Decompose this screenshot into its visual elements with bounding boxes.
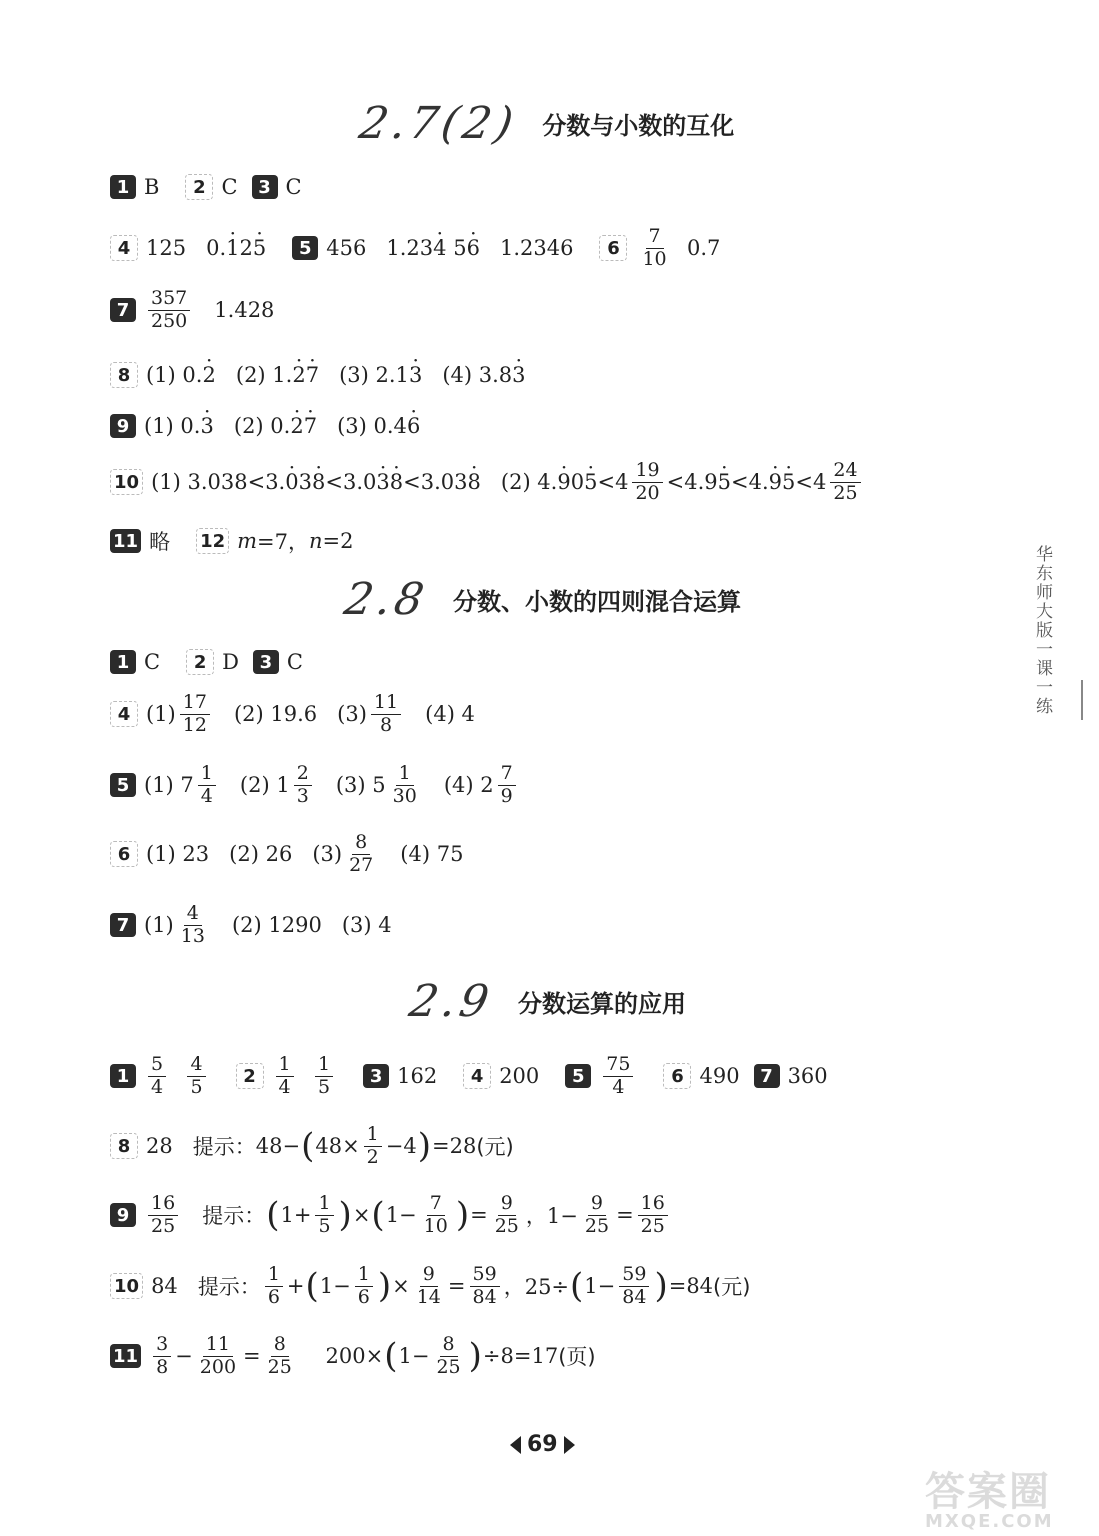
answer-row: 11 略 12 m =7， n =2	[110, 526, 354, 556]
answer-row: 8 28 提示： 48− ( 48× 1 2 −4 ) =28 (元)	[110, 1124, 514, 1169]
question-number: 7	[110, 913, 136, 937]
page-number-value: 69	[527, 1432, 558, 1457]
watermark-text: 答案圈	[925, 1469, 1051, 1515]
question-number: 4	[110, 701, 138, 727]
question-number: 11	[110, 529, 141, 553]
question-number: 5	[110, 773, 136, 797]
question-number: 7	[110, 298, 136, 322]
question-number: 4	[463, 1063, 491, 1089]
question-number: 8	[110, 1133, 138, 1159]
section-number: 2.7(2)	[355, 98, 521, 149]
answer-row: 4 125 0. · 1 2 · 5 5 456 1.23 · 4 5 · 6 1.2346 6 7 10 0.7	[110, 226, 720, 271]
answer-row: 7 (1) 4 13 (2) 1290 (3) 4	[110, 903, 392, 948]
question-number: 1	[110, 1064, 136, 1088]
question-number: 11	[110, 1344, 141, 1368]
answer-row: 8 (1) 0. · 2 (2) 1. · 2 · 7 (3) 2.1 · 3 (4) 3.8 · 3	[110, 362, 526, 388]
question-number: 3	[252, 175, 278, 199]
section-header-2-7-2	[355, 98, 735, 149]
section-header-2-9	[405, 976, 686, 1027]
answer-row: 1 C 2 D 3 C	[110, 649, 303, 675]
question-number: 12	[196, 528, 229, 554]
left-triangle-icon	[510, 1436, 521, 1454]
answer-row: 1 5 4 4 5 2 1 4 1 5 3 162 4 200 5 75 4 6 490 7 360	[110, 1054, 828, 1099]
page-number	[510, 1432, 575, 1457]
answer-row: 6 (1) 23 (2) 26 (3) 8 27 (4) 75	[110, 832, 463, 877]
answer-row: 11 3 8 − 11 200 = 8 25 200× ( 1− 8 25 ) ÷8=17 (页)	[110, 1334, 596, 1379]
question-number: 2	[185, 174, 213, 200]
answer-row: 1 B 2 C 3 C	[110, 174, 302, 200]
question-number: 1	[110, 175, 136, 199]
question-number: 6	[599, 235, 627, 261]
section-number: 2.8	[340, 574, 432, 625]
question-number: 5	[565, 1064, 591, 1088]
answer-row: 10 (1) 3.038<3. · 0 3 · 8 <3.0 · 3 · 8 <3.03 · 8 (2) 4. · 9 0 · 5 <4 19 20 <4.9 · 5 <4. · 9 · 5 <4 24 25	[110, 460, 865, 505]
answer-row: 9 16 25 提示： ( 1+ 1 5 ) × ( 1− 7 10 ) = 9 25 ，1− 9 25 = 16 25	[110, 1193, 672, 1238]
watermark-url: MXQE.COM	[925, 1511, 1054, 1532]
section-title: 分数运算的应用	[517, 990, 686, 1018]
answer-row: 4 (1) 17 12 (2) 19.6 (3) 11 8 (4) 4	[110, 692, 475, 737]
question-number: 2	[186, 649, 214, 675]
question-number: 7	[754, 1064, 780, 1088]
question-number: 5	[292, 236, 318, 260]
question-number: 3	[363, 1064, 389, 1088]
question-number: 10	[110, 1273, 143, 1299]
question-number: 10	[110, 469, 143, 495]
section-title: 分数与小数的互化	[542, 112, 735, 140]
section-title: 分数、小数的四则混合运算	[452, 588, 741, 616]
question-number: 1	[110, 650, 136, 674]
section-header-2-8	[340, 574, 741, 625]
question-number: 2	[236, 1063, 264, 1089]
answer-row: 7 357 250 1.428	[110, 288, 274, 333]
answer-row: 10 84 提示： 1 6 + ( 1− 1 6 ) × 9 14 = 59 84 ，25÷ ( 1− 59 84 ) =84 (元)	[110, 1264, 750, 1309]
side-book-title: 华东师大版一课一练	[1032, 545, 1052, 716]
watermark-logo	[925, 1460, 1085, 1530]
answer-row: 5 (1) 7 1 4 (2) 1 2 3 (3) 5 1 30 (4) 2 7 9	[110, 763, 520, 808]
question-number: 9	[110, 1203, 136, 1227]
question-number: 9	[110, 414, 136, 438]
answer-row: 9 (1) 0. · 3 (2) 0. · 2 · 7 (3) 0.4 · 6	[110, 414, 420, 438]
question-number: 3	[253, 650, 279, 674]
question-number: 6	[663, 1063, 691, 1089]
section-number: 2.9	[405, 976, 497, 1027]
question-number: 8	[110, 362, 138, 388]
question-number: 4	[110, 235, 138, 261]
question-number: 6	[110, 841, 138, 867]
side-divider	[1081, 680, 1083, 720]
right-triangle-icon	[564, 1436, 575, 1454]
